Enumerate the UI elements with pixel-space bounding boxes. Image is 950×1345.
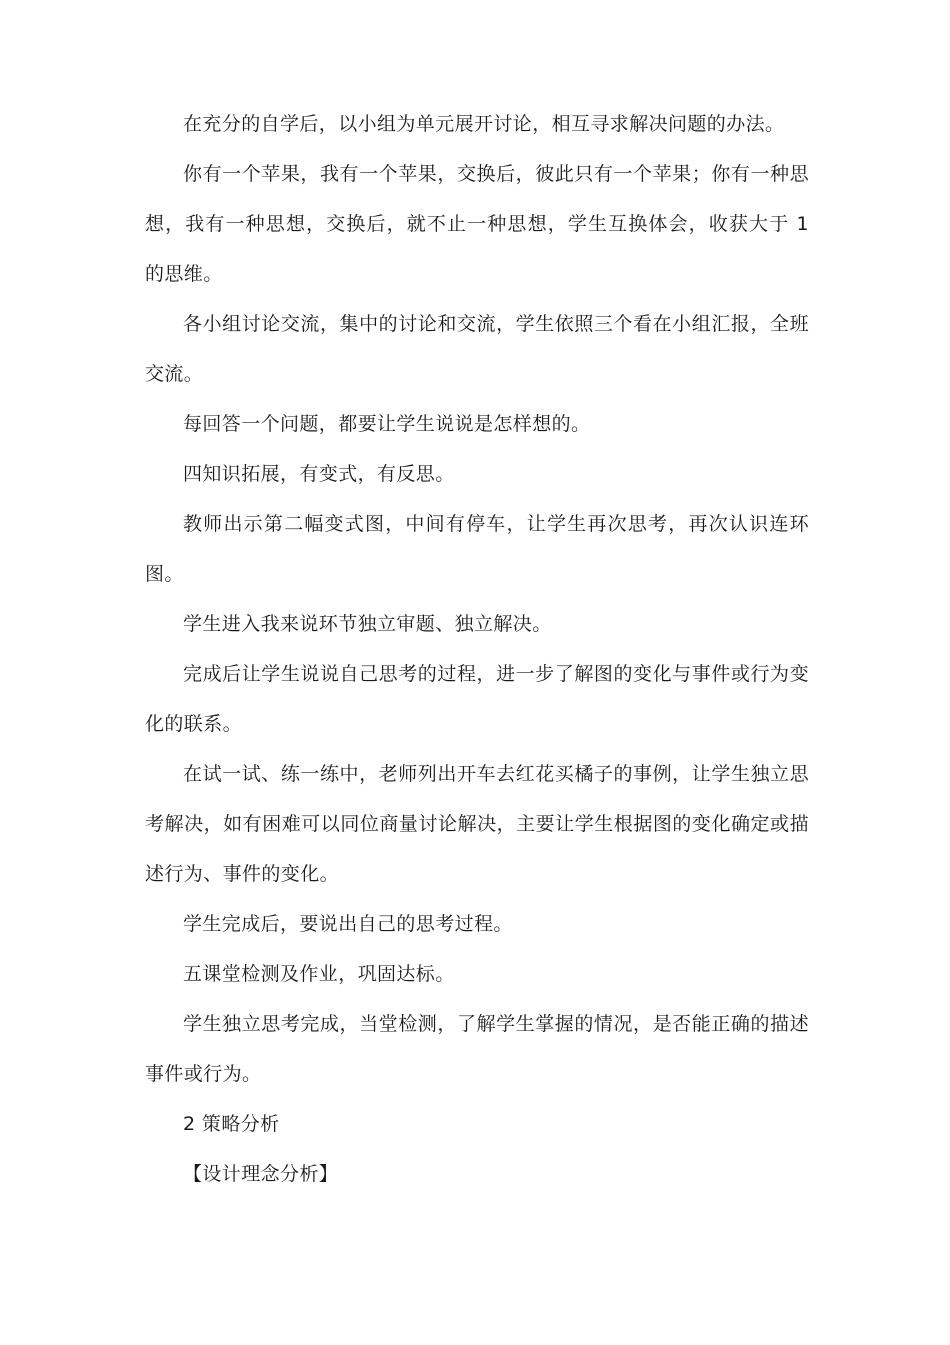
section-heading-4: 四知识拓展，有变式，有反思。 <box>183 463 455 485</box>
paragraph-9: 在试一试、练一练中，老师列出开车去红花买橘子的事例，让学生独立思考解决，如有困难可以同位商量讨论解决，主要让学生根据图的变化确定或描述行为、事件的变化。 <box>145 763 809 885</box>
document-body <box>145 99 809 1199</box>
paragraph-6: 教师出示第二幅变式图，中间有停车，让学生再次思考，再次认识连环图。 <box>145 513 809 585</box>
paragraph-12: 学生独立思考完成，当堂检测，了解学生掌握的情况，是否能正确的描述事件或行为。 <box>145 1013 809 1085</box>
paragraph-2: 你有一个苹果，我有一个苹果，交换后，彼此只有一个苹果；你有一种思想，我有一种思想，交换后，就不止一种思想，学生互换体会，收获大于 1 的思维。 <box>145 163 809 285</box>
section-heading-strategy: 2 策略分析 <box>183 1113 280 1135</box>
paragraph-3: 各小组讨论交流，集中的讨论和交流，学生依照三个看在小组汇报，全班交流。 <box>145 313 809 385</box>
paragraph-8: 完成后让学生说说自己思考的过程，进一步了解图的变化与事件或行为变化的联系。 <box>145 663 809 735</box>
subsection-heading-design: 【设计理念分析】 <box>183 1163 339 1185</box>
section-heading-5: 五课堂检测及作业，巩固达标。 <box>183 963 455 985</box>
paragraph-7: 学生进入我来说环节独立审题、独立解决。 <box>183 613 552 635</box>
paragraph-10: 学生完成后，要说出自己的思考过程。 <box>183 913 513 935</box>
paragraph-4: 每回答一个问题，都要让学生说说是怎样想的。 <box>183 413 591 435</box>
paragraph-1: 在充分的自学后，以小组为单元展开讨论，相互寻求解决问题的办法。 <box>183 113 785 135</box>
